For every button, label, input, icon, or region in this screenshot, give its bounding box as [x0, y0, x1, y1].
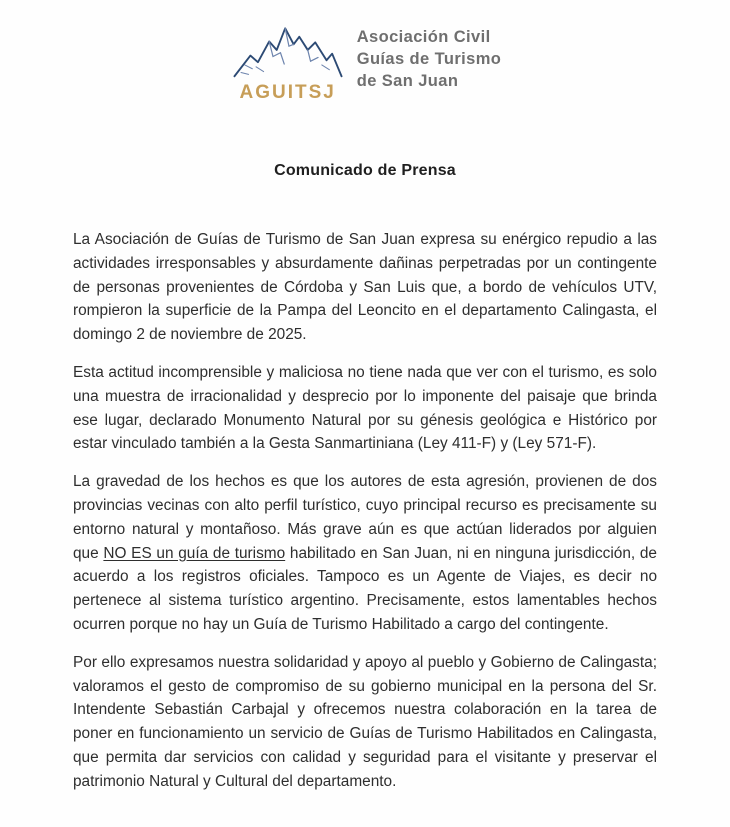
- org-logo: [0, 0, 730, 104]
- paragraph: [73, 470, 657, 637]
- paragraph-text: Por ello expresamos nuestra solidaridad y apoyo al pueblo y Gobierno de Calingasta; valoramos el gesto de compromiso de su gobierno municipal en la persona del Sr. Intendente Sebastián Carbajal y ofrecemos nuestra colaboración en la tarea de poner en funcionamiento un servicio de Guías de Turismo Habilitados en Calingasta, que permita dar servicios con calidad y seguridad para el visitante y preservar el patrimonio Natural y Cultural del departamento.: [73, 653, 657, 790]
- org-name-line-3: de San Juan: [356, 72, 459, 90]
- paragraph: [73, 651, 657, 794]
- org-name: [357, 18, 502, 92]
- org-acronym: AGUITSJ: [239, 82, 336, 103]
- paragraph-text: La Asociación de Guías de Turismo de San Juan expresa su enérgico repudio a las actividades irresponsables y absurdamente dañinas perpetradas por un contingente de personas provenientes de Córdoba y San Luis que, a bordo de vehículos UTV, rompieron la superficie de la Pampa del Leoncito en el departamento Calingasta, el domingo 2 de noviembre de 2025.: [73, 231, 657, 344]
- org-name-line-1: Asociación Civil: [356, 28, 491, 46]
- paragraph: [73, 228, 657, 347]
- paragraph-text: habilitado en San Juan, ni en ninguna jurisdicción, de acuerdo a los registros oficiales. Tampoco es un Agente de Viajes, es decir no pertenece al sistema turístico argentino. Precisamente, estos lamentables hechos ocurren porque no hay un Guía de Turismo Habilitado a cargo del contingente.: [73, 544, 657, 633]
- org-name-line-2: Guías de Turismo: [356, 50, 502, 68]
- logo-left-column: [229, 18, 347, 104]
- paragraph-text: La gravedad de los hechos es que los autores de esta agresión, provienen de dos provincias vecinas con alto perfil turístico, cuyo principal recurso es precisamente su entorno natural y montañoso. Más grave aún es que actúan liderados por alguien que: [73, 473, 657, 562]
- paragraph: [73, 361, 657, 456]
- document-title: Comunicado de Prensa: [274, 162, 456, 179]
- document-body: [73, 228, 657, 794]
- underlined-text: NO ES un guía de turismo: [103, 544, 286, 562]
- mountain-logo-icon: [231, 18, 345, 80]
- paragraph-text: Esta actitud incomprensible y maliciosa no tiene nada que ver con el turismo, es solo una muestra de irracionalidad y desprecio por lo imponente del paisaje que brinda ese lugar, declarado Monumento Natural por su génesis geológica e Histórico por estar vinculado también a la Gesta Sanmartiniana (Ley 411-F) y (Ley 571-F).: [73, 363, 657, 453]
